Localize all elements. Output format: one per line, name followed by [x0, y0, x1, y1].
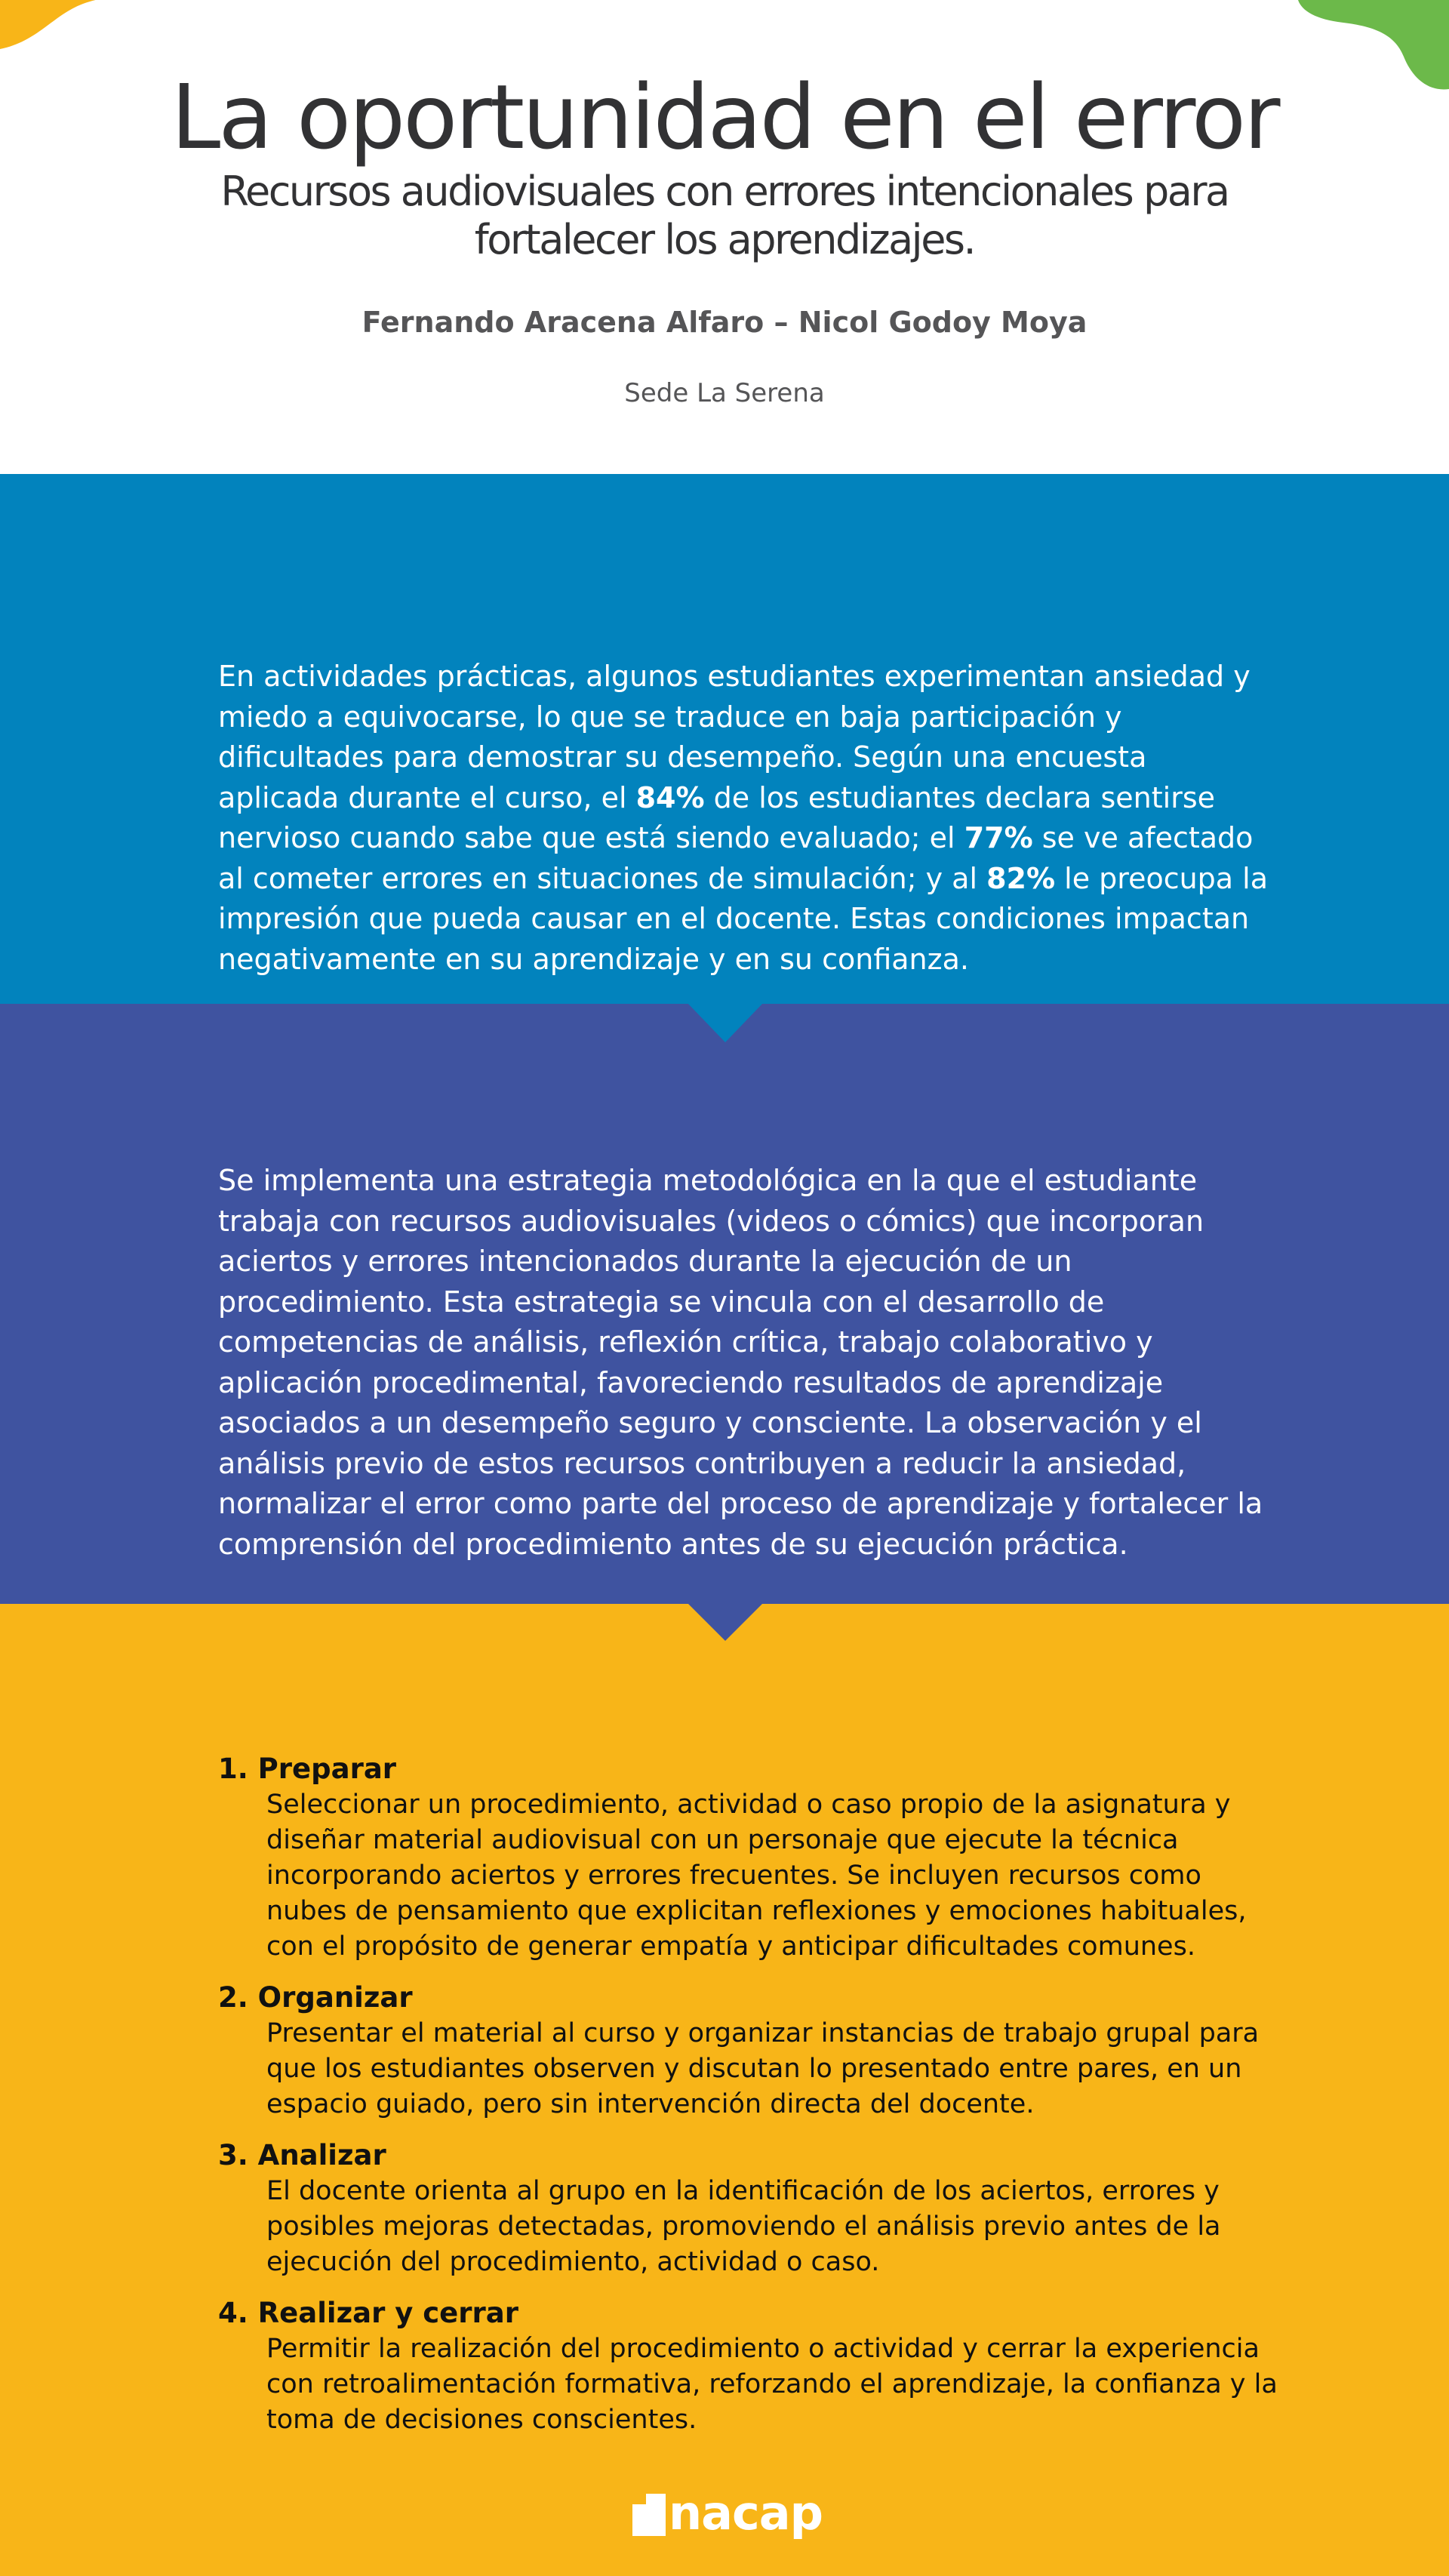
problem-text	[218, 657, 1275, 980]
step-title: 3. Analizar	[218, 2139, 386, 2171]
strategy-section	[0, 1004, 1449, 1604]
logo-wordmark: nacap	[669, 2485, 823, 2541]
campus-label: Sede La Serena	[624, 378, 825, 408]
step-item	[218, 2295, 1290, 2438]
stat-nervous: 84%	[635, 780, 705, 814]
step-title: 4. Realizar y cerrar	[218, 2297, 518, 2329]
step-description: Permitir la realización del procedimiento o actividad y cerrar la experiencia con retroalimentación formativa, reforzando el aprendizaje, la confianza y la toma de decisiones conscientes.	[266, 2334, 1278, 2435]
section-arrow-indigo	[688, 1603, 763, 1641]
step-title: 1. Preparar	[218, 1753, 397, 1785]
page-subtitle: Recursos audiovisuales con errores intencionales para fortalecer los aprendizajes.	[220, 168, 1229, 263]
problem-text-part-2: de los estudiantes declara sentirse nervioso cuando sabe que está siendo evaluado; el	[218, 780, 1216, 854]
problem-text-part-3: se ve afectado al cometer errores en situaciones de simulación; y al	[218, 821, 1254, 895]
section-arrow-blue	[688, 1003, 763, 1042]
step-item	[218, 1980, 1290, 2122]
problem-text-part-4: le preocupa la impresión que pueda causar en el docente. Estas condiciones impactan negativamente en su aprendizaje y en su confianza.	[218, 861, 1269, 976]
poster-header	[0, 0, 1449, 474]
step-item	[218, 1751, 1290, 1965]
problem-text-part-1: En actividades prácticas, algunos estudiantes experimentan ansiedad y miedo a equivocarse, lo que se traduce en baja participación y dificultades para demostrar su desempeño. Según una encuesta aplicada durante el curso, el	[218, 660, 1251, 814]
stat-errors: 77%	[964, 821, 1033, 854]
step-description: El docente orienta al grupo en la identificación de los aciertos, errores y posibles mejoras detectadas, promoviendo el análisis previo antes de la ejecución del procedimiento, actividad o caso.	[266, 2176, 1221, 2277]
steps-list	[218, 1751, 1290, 2453]
steps-section	[0, 1604, 1449, 2576]
strategy-text: Se implementa una estrategia metodológica en la que el estudiante trabaja con recursos audiovisuales (videos o cómics) que incorporan aciertos y errores intencionados durante la ejecución de un procedimiento. Esta estrategia se vincula con el desarrollo de competencias de análisis, reflexión crítica, trabajo colaborativo y aplicación procedimental, favoreciendo resultados de aprendizaje asociados a un desempeño seguro y consciente. La observación y el análisis previo de estos recursos contribuyen a reducir la ansiedad, normalizar el error como parte del proceso de aprendizaje y fortalecer la comprensión del procedimiento antes de su ejecución práctica.	[218, 1164, 1263, 1561]
logo-mark-icon	[632, 2494, 666, 2536]
step-title: 2. Organizar	[218, 1981, 413, 2014]
step-item	[218, 2137, 1290, 2280]
authors: Fernando Aracena Alfaro – Nicol Godoy Moya	[361, 306, 1088, 339]
step-description: Presentar el material al curso y organizar instancias de trabajo grupal para que los estudiantes observen y discutan lo presentado entre pares, en un espacio guiado, pero sin intervención directa del docente.	[266, 2018, 1260, 2119]
page-title: La oportunidad en el error	[171, 65, 1278, 169]
stat-teacher: 82%	[986, 861, 1056, 895]
inacap-logo	[632, 2485, 823, 2544]
problem-section	[0, 474, 1449, 1004]
step-description: Seleccionar un procedimiento, actividad o caso propio de la asignatura y diseñar material audiovisual con un personaje que ejecute la técnica incorporando aciertos y errores frecuentes. Se incluyen recursos como nubes de pensamiento que explicitan reflexiones y emociones habituales, con el propósito de generar empatía y anticipar dificultades comunes.	[266, 1790, 1247, 1962]
